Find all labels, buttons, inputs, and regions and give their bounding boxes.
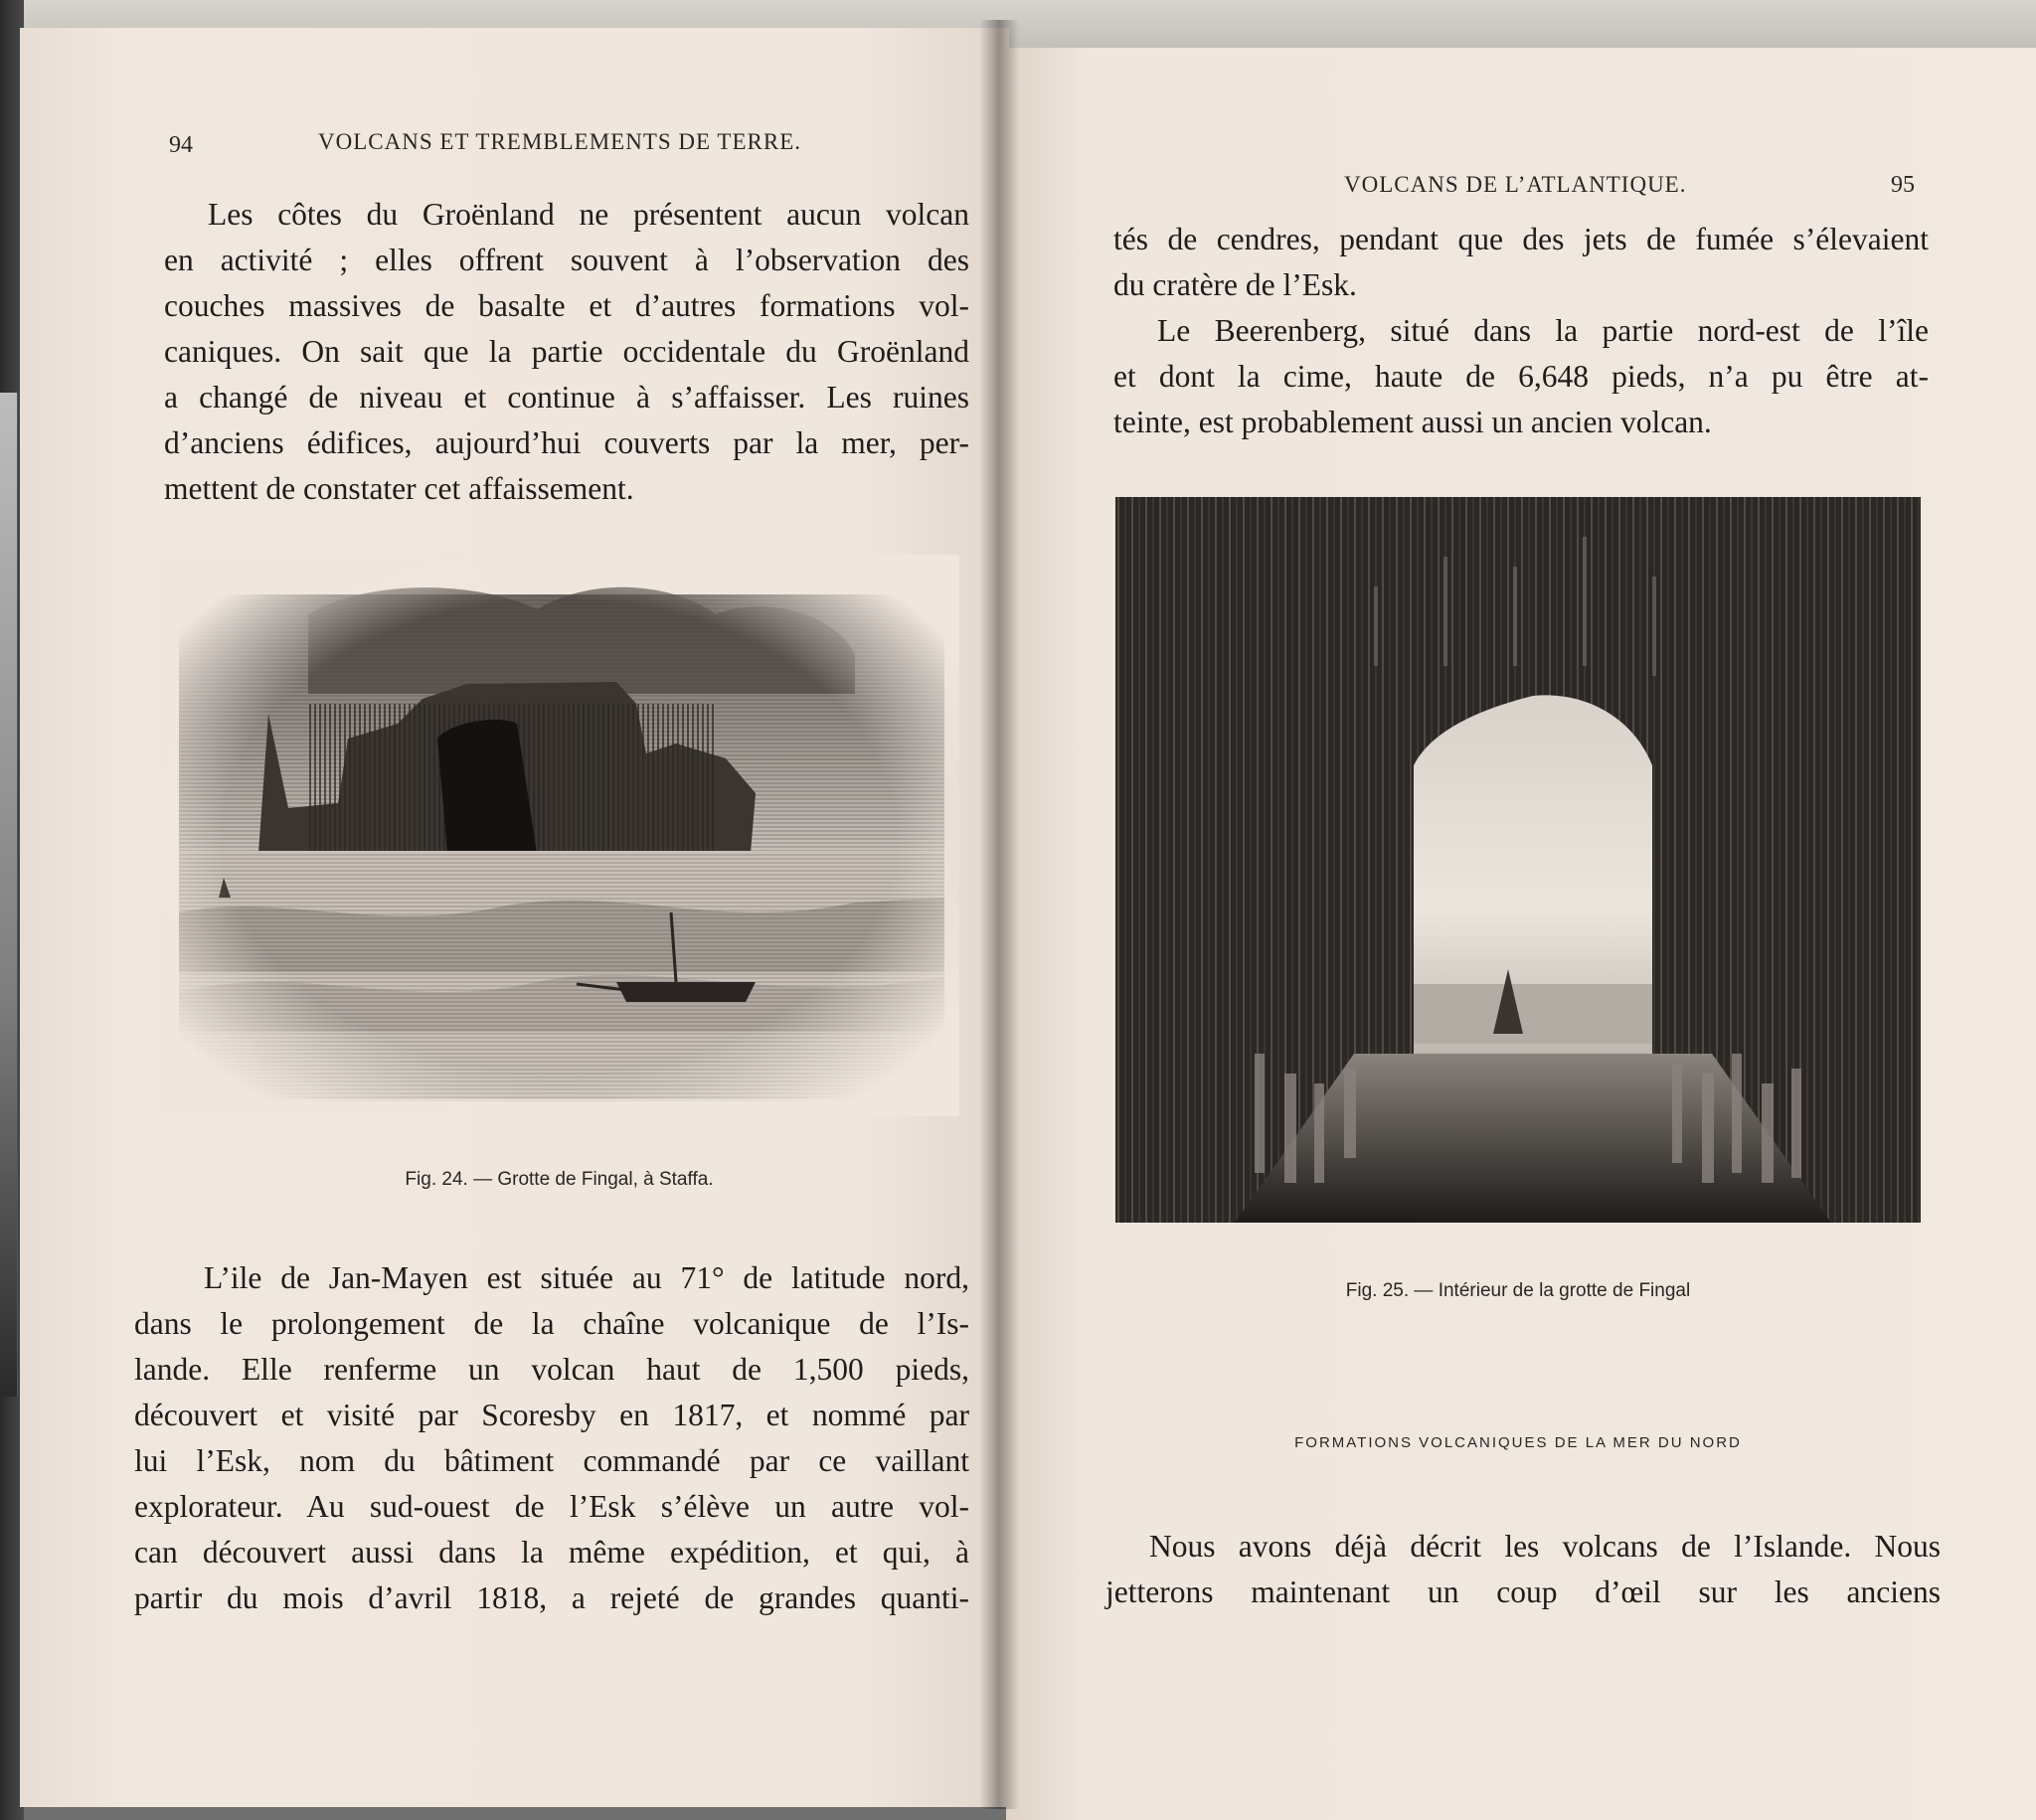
text-line: partir du mois d’avril 1818, a rejeté de grandes quanti- (134, 1580, 969, 1615)
text-line: a changé de niveau et continue à s’affaisser. Les ruines (164, 380, 969, 414)
paragraph (1105, 1524, 1941, 1615)
page-number: 94 (169, 132, 193, 158)
bookmark-strip (0, 393, 18, 1397)
text-line: tés de cendres, pendant que des jets de fumée s’élevaient (1113, 222, 1929, 256)
text-line: explorateur. Au sud-ouest de l’Esk s’élève un autre vol- (134, 1489, 969, 1524)
section-heading: FORMATIONS VOLCANIQUES DE LA MER DU NORD (1294, 1434, 1742, 1451)
text-line: découvert et visité par Scoresby en 1817, et nommé par (134, 1398, 969, 1432)
figure-caption: Fig. 25. — Intérieur de la grotte de Fingal (1345, 1280, 1691, 1301)
text-line: en activité ; elles offrent souvent à l’observation des (164, 243, 969, 277)
text-line: Le Beerenberg, situé dans la partie nord-est de l’île (1157, 313, 1929, 348)
text-line: et dont la cime, haute de 6,648 pieds, n’a pu être at- (1113, 359, 1929, 394)
text-line: mettent de constater cet affaissement. (164, 471, 634, 506)
book-spine (979, 20, 1019, 1809)
text-line: caniques. On sait que la partie occidentale du Groënland (164, 334, 969, 369)
text-line: du cratère de l’Esk. (1113, 267, 1357, 302)
paragraph (164, 192, 969, 512)
text-line: lande. Elle renferme un volcan haut de 1,500 pieds, (134, 1352, 969, 1387)
text-line: lui l’Esk, nom du bâtiment commandé par ce vaillant (134, 1443, 969, 1478)
page-number: 95 (1891, 172, 1915, 198)
running-head: VOLCANS DE L’ATLANTIQUE. (1344, 172, 1687, 197)
paragraph (1113, 217, 1929, 445)
right-page (1006, 48, 2036, 1820)
text-line: Nous avons déjà décrit les volcans de l’Islande. Nous (1149, 1529, 1941, 1564)
figure-caption: Fig. 24. — Grotte de Fingal, à Staffa. (405, 1169, 714, 1190)
text-line: jetterons maintenant un coup d’œil sur les anciens (1105, 1574, 1941, 1609)
running-head: VOLCANS ET TREMBLEMENTS DE TERRE. (318, 129, 801, 154)
text-line: couches massives de basalte et d’autres formations vol- (164, 288, 969, 323)
paragraph (134, 1255, 969, 1621)
text-line: teinte, est probablement aussi un ancien volcan. (1113, 405, 1712, 439)
text-line: can découvert aussi dans la même expédition, et qui, à (134, 1535, 969, 1570)
left-page (20, 28, 1009, 1807)
text-line: d’anciens édifices, aujourd’hui couverts par la mer, per- (164, 425, 969, 460)
text-line: dans le prolongement de la chaîne volcanique de l’Is- (134, 1306, 969, 1341)
engraving-fingal-cave-interior (1115, 497, 1921, 1223)
engraving-fingal-cave-exterior (159, 555, 959, 1116)
text-line: L’ile de Jan-Mayen est située au 71° de latitude nord, (204, 1260, 969, 1295)
text-line: Les côtes du Groënland ne présentent aucun volcan (208, 197, 969, 232)
